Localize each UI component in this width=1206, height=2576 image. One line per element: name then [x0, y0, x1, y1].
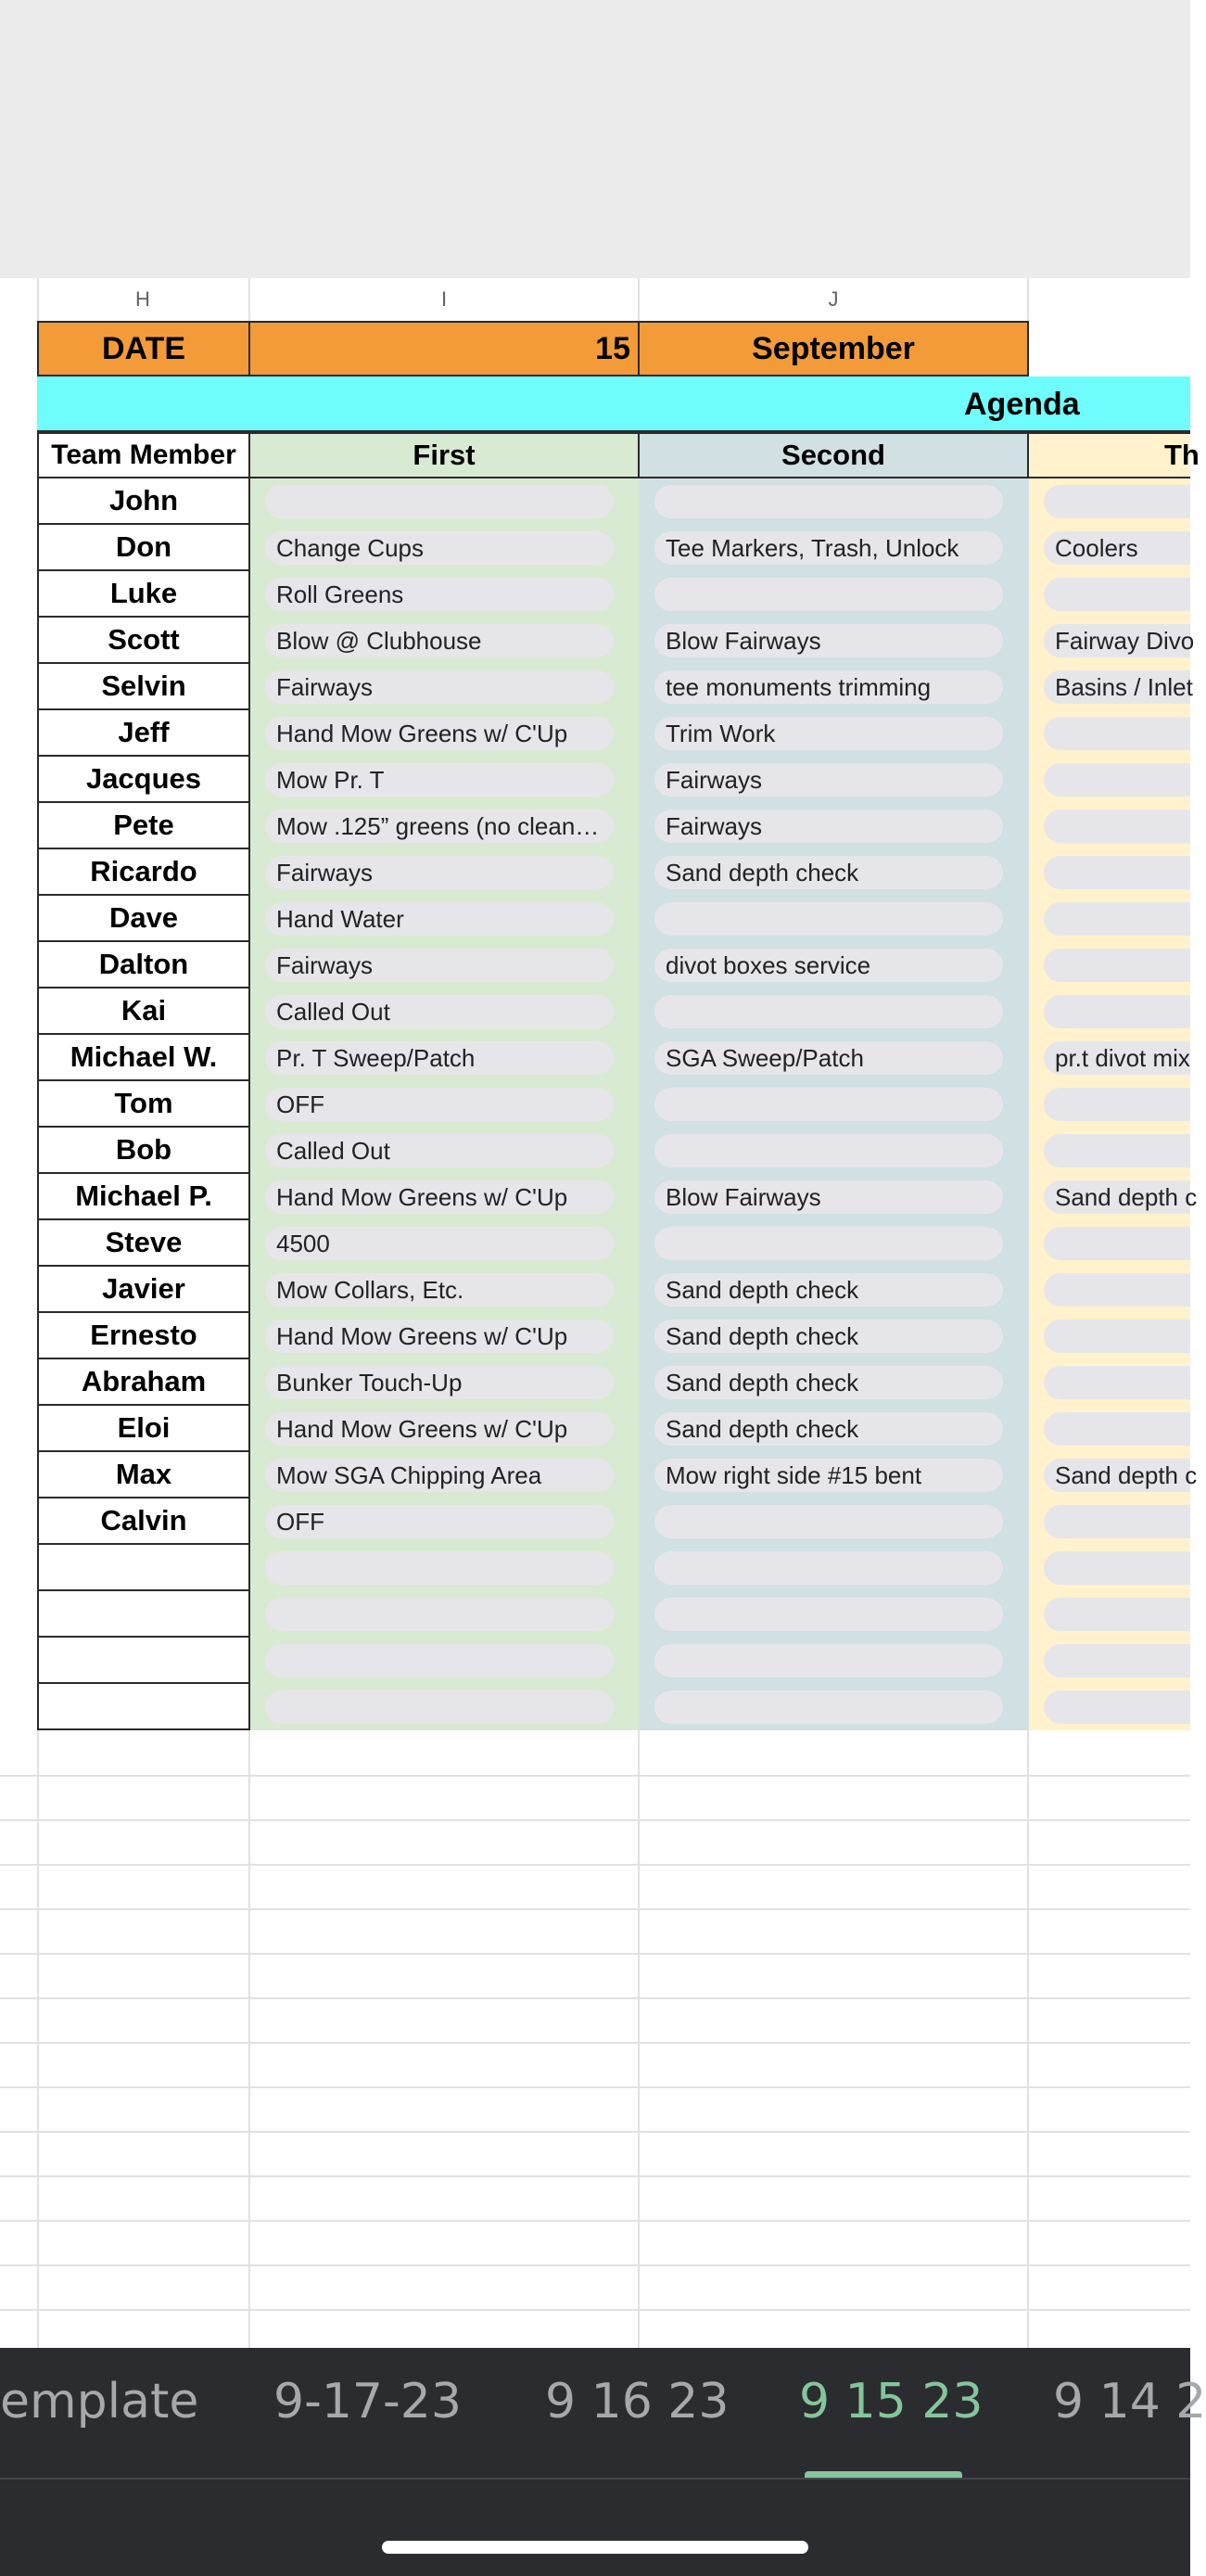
- second-task-chip[interactable]: Sand depth check: [654, 1320, 1003, 1353]
- third-task-chip[interactable]: [1044, 485, 1190, 518]
- second-task-chip[interactable]: [654, 1227, 1003, 1260]
- team-member-name[interactable]: Max: [37, 1452, 250, 1498]
- team-member-name[interactable]: Pete: [37, 803, 250, 849]
- third-task-chip[interactable]: [1044, 1551, 1190, 1585]
- second-task-chip[interactable]: Blow Fairways: [654, 1180, 1003, 1214]
- third-task-chip[interactable]: [1044, 1505, 1190, 1538]
- second-task-chip[interactable]: Sand depth check: [654, 856, 1003, 889]
- team-member-name[interactable]: Javier: [37, 1267, 250, 1313]
- team-member-name[interactable]: Scott: [37, 618, 250, 664]
- second-task-chip[interactable]: Trim Work: [654, 717, 1003, 750]
- third-task-chip[interactable]: [1044, 1227, 1190, 1260]
- team-member-name[interactable]: Ricardo: [37, 849, 250, 896]
- second-task-chip[interactable]: [654, 995, 1003, 1028]
- sheet-tab[interactable]: 9 15 23: [799, 2374, 984, 2429]
- bottom-bar: [0, 2478, 1190, 2576]
- second-task-chip[interactable]: Fairways: [654, 763, 1003, 797]
- home-indicator[interactable]: [382, 2541, 808, 2554]
- third-task-chip[interactable]: [1044, 1134, 1190, 1167]
- team-member-name[interactable]: Bob: [37, 1128, 250, 1174]
- second-task-chip[interactable]: [654, 1644, 1003, 1677]
- second-task-chip[interactable]: [654, 1598, 1003, 1631]
- third-task-chip[interactable]: [1044, 1366, 1190, 1399]
- third-task-chip[interactable]: [1044, 1320, 1190, 1353]
- first-task-chip[interactable]: Hand Mow Greens w/ C'Up: [265, 717, 614, 750]
- first-task-chip[interactable]: Mow .125” greens (no clean…: [265, 810, 614, 843]
- team-member-name[interactable]: John: [37, 478, 250, 525]
- third-task-chip[interactable]: [1044, 810, 1190, 843]
- first-task-chip[interactable]: Blow @ Clubhouse: [265, 624, 614, 657]
- team-member-name[interactable]: Michael W.: [37, 1035, 250, 1081]
- third-task-chip[interactable]: [1044, 1690, 1190, 1724]
- first-task-chip[interactable]: [265, 1598, 614, 1631]
- column-header-i[interactable]: I: [440, 287, 448, 311]
- second-task-chip[interactable]: Tee Markers, Trash, Unlock: [654, 531, 1003, 565]
- header-second[interactable]: Second: [640, 432, 1029, 478]
- first-task-chip[interactable]: [265, 1551, 614, 1585]
- first-task-chip[interactable]: [265, 1690, 614, 1724]
- third-task-chip[interactable]: [1044, 995, 1190, 1028]
- third-task-chip[interactable]: [1044, 902, 1190, 936]
- second-task-chip[interactable]: [654, 578, 1003, 611]
- third-task-chip[interactable]: [1044, 1273, 1190, 1307]
- second-task-chip[interactable]: divot boxes service: [654, 949, 1003, 982]
- team-member-name[interactable]: [37, 1638, 250, 1684]
- third-task-chip[interactable]: [1044, 763, 1190, 797]
- column-header-j[interactable]: J: [828, 287, 839, 311]
- third-task-chip[interactable]: Coolers: [1044, 531, 1190, 565]
- first-task-chip[interactable]: Fairways: [265, 949, 614, 982]
- column-header-h[interactable]: H: [135, 287, 150, 311]
- team-member-name[interactable]: [37, 1684, 250, 1730]
- team-member-name[interactable]: Michael P.: [37, 1174, 250, 1220]
- second-task-chip[interactable]: SGA Sweep/Patch: [654, 1041, 1003, 1075]
- second-task-chip[interactable]: Sand depth check: [654, 1412, 1003, 1446]
- first-task-chip[interactable]: Mow Collars, Etc.: [265, 1273, 614, 1307]
- first-task-chip[interactable]: Mow SGA Chipping Area: [265, 1459, 614, 1492]
- top-toolbar-area: [0, 0, 1190, 278]
- second-task-chip[interactable]: Sand depth check: [654, 1366, 1003, 1399]
- header-team-member[interactable]: Team Member: [37, 432, 250, 478]
- first-task-chip[interactable]: 4500: [265, 1227, 614, 1260]
- sheet-tab[interactable]: emplate: [0, 2374, 199, 2429]
- second-task-chip[interactable]: Sand depth check: [654, 1273, 1003, 1307]
- header-first[interactable]: First: [250, 432, 640, 478]
- date-label[interactable]: DATE: [37, 321, 250, 376]
- second-task-chip[interactable]: Blow Fairways: [654, 624, 1003, 657]
- first-task-chip[interactable]: OFF: [265, 1505, 614, 1538]
- third-task-chip[interactable]: Sand depth c: [1044, 1180, 1190, 1214]
- second-task-chip[interactable]: [654, 485, 1003, 518]
- team-member-name[interactable]: Dave: [37, 896, 250, 942]
- team-member-name[interactable]: [37, 1591, 250, 1638]
- sheet-tab[interactable]: 9 14 2: [1053, 2374, 1206, 2429]
- third-task-chip[interactable]: [1044, 856, 1190, 889]
- first-task-chip[interactable]: Called Out: [265, 1134, 614, 1167]
- first-task-chip[interactable]: Roll Greens: [265, 578, 614, 611]
- second-task-chip[interactable]: Mow right side #15 bent: [654, 1459, 1003, 1492]
- first-task-chip[interactable]: Fairways: [265, 856, 614, 889]
- first-task-chip[interactable]: Fairways: [265, 670, 614, 704]
- date-month[interactable]: September: [640, 321, 1029, 376]
- third-task-chip[interactable]: Fairway Divo: [1044, 624, 1190, 657]
- team-member-name[interactable]: Luke: [37, 571, 250, 618]
- third-task-chip[interactable]: [1044, 1088, 1190, 1121]
- team-member-name[interactable]: Tom: [37, 1081, 250, 1128]
- second-task-chip[interactable]: [654, 1551, 1003, 1585]
- first-task-chip[interactable]: Bunker Touch-Up: [265, 1366, 614, 1399]
- team-member-name[interactable]: Steve: [37, 1220, 250, 1267]
- second-task-chip[interactable]: [654, 1134, 1003, 1167]
- first-task-chip[interactable]: Change Cups: [265, 531, 614, 565]
- first-task-chip[interactable]: OFF: [265, 1088, 614, 1121]
- second-task-chip[interactable]: Fairways: [654, 810, 1003, 843]
- sheet-tab[interactable]: 9-17-23: [273, 2374, 462, 2429]
- third-task-chip[interactable]: [1044, 717, 1190, 750]
- team-member-name[interactable]: [37, 1545, 250, 1591]
- team-member-name[interactable]: Calvin: [37, 1498, 250, 1545]
- third-task-chip[interactable]: [1044, 1644, 1190, 1677]
- third-task-chip[interactable]: Basins / Inlet: [1044, 670, 1190, 704]
- team-member-name[interactable]: Kai: [37, 988, 250, 1035]
- first-task-chip[interactable]: Hand Mow Greens w/ C'Up: [265, 1412, 614, 1446]
- sheet-tab[interactable]: 9 16 23: [545, 2374, 730, 2429]
- team-member-name[interactable]: Don: [37, 525, 250, 571]
- team-member-name[interactable]: Abraham: [37, 1359, 250, 1406]
- first-task-chip[interactable]: [265, 485, 614, 518]
- second-task-chip[interactable]: [654, 902, 1003, 936]
- first-task-chip[interactable]: Pr. T Sweep/Patch: [265, 1041, 614, 1075]
- first-task-chip[interactable]: Hand Water: [265, 902, 614, 936]
- team-member-name[interactable]: Jeff: [37, 710, 250, 757]
- first-task-chip[interactable]: [265, 1644, 614, 1677]
- third-task-chip[interactable]: Sand depth c: [1044, 1459, 1190, 1492]
- date-day[interactable]: 15: [250, 321, 640, 376]
- team-member-name[interactable]: Selvin: [37, 664, 250, 710]
- second-task-chip[interactable]: tee monuments trimming: [654, 670, 1003, 704]
- first-task-chip[interactable]: Hand Mow Greens w/ C'Up: [265, 1180, 614, 1214]
- team-member-name[interactable]: Ernesto: [37, 1313, 250, 1359]
- second-task-chip[interactable]: [654, 1505, 1003, 1538]
- third-task-chip[interactable]: pr.t divot mix: [1044, 1041, 1190, 1075]
- third-task-chip[interactable]: [1044, 949, 1190, 982]
- team-member-name[interactable]: Eloi: [37, 1406, 250, 1452]
- agenda-title[interactable]: Agenda: [964, 386, 1080, 422]
- third-task-chip[interactable]: [1044, 578, 1190, 611]
- second-task-chip[interactable]: [654, 1088, 1003, 1121]
- team-member-name[interactable]: Jacques: [37, 757, 250, 803]
- first-task-chip[interactable]: Mow Pr. T: [265, 763, 614, 797]
- third-task-chip[interactable]: [1044, 1412, 1190, 1446]
- first-task-chip[interactable]: Called Out: [265, 995, 614, 1028]
- second-task-chip[interactable]: [654, 1690, 1003, 1724]
- header-third[interactable]: Th: [1029, 432, 1190, 478]
- first-task-chip[interactable]: Hand Mow Greens w/ C'Up: [265, 1320, 614, 1353]
- team-member-name[interactable]: Dalton: [37, 942, 250, 988]
- third-task-chip[interactable]: [1044, 1598, 1190, 1631]
